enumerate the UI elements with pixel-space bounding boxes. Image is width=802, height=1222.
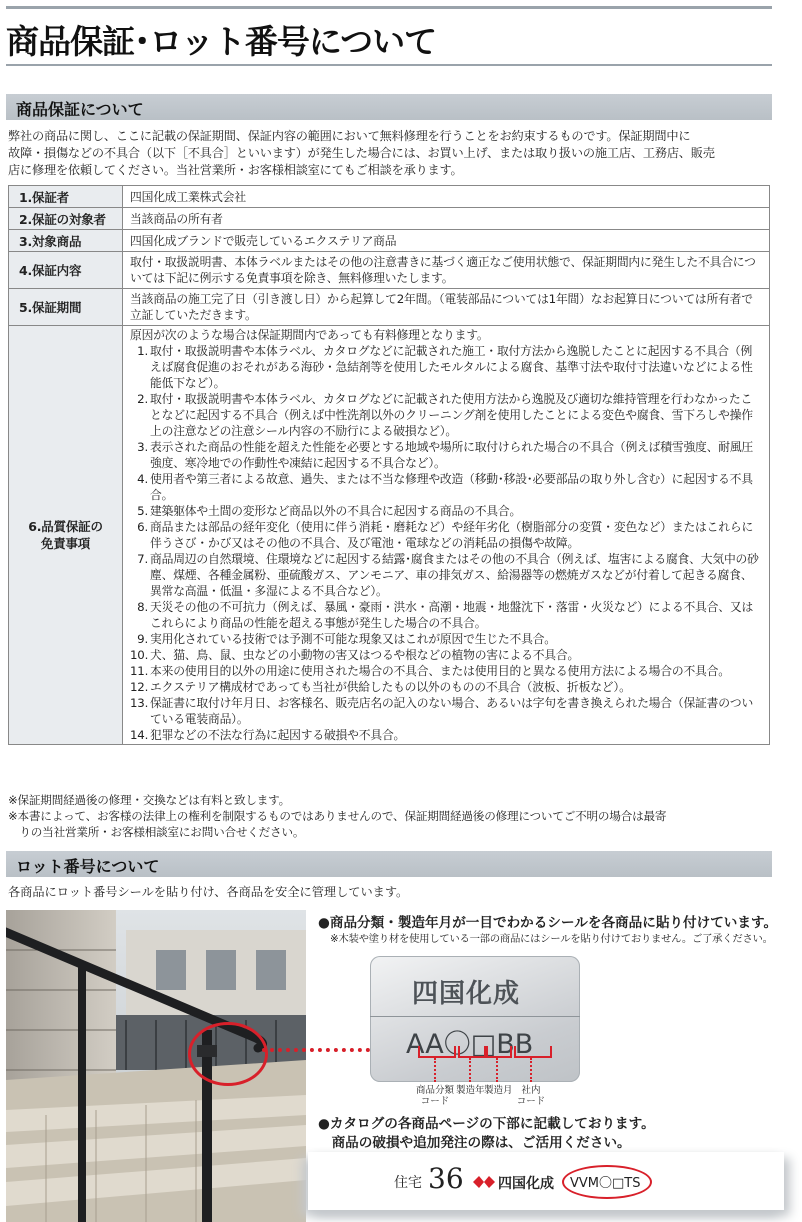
label-part-line: 社内 xyxy=(521,1085,541,1096)
footer-page-number: 36 xyxy=(428,1162,464,1195)
exemption-item-text: 使用者や第三者による故意、過失、または不当な修理や改造（移動･移設･必要部品の取り外し含む）に起因する不具合。 xyxy=(150,472,753,502)
section-heading-warranty: 商品保証について xyxy=(16,100,144,119)
row-value: 当該商品の所有者 xyxy=(123,208,770,230)
catalog-footer-sample xyxy=(308,1152,784,1210)
leader-line xyxy=(434,1058,436,1082)
exemption-item-number: 4. xyxy=(137,472,148,486)
section-heading-lot: ロット番号について xyxy=(16,857,160,876)
exemption-item-text: 天災その他の不可抗力（例えば、暴風・豪雨・洪水・高潮・地震・地盤沈下・落雷・火災など）による不具合、又はこれらにより商品の性能を超える事態が発生した場合の不具合。 xyxy=(150,600,754,630)
lot-code: AA〇□BB xyxy=(406,1029,534,1060)
exemption-item xyxy=(130,471,763,503)
row-value: 当該商品の施工完了日（引き渡し日）から起算して2年間。（電装部品については1年間）なお起算日については所有者で立証していただきます。 xyxy=(123,289,770,326)
exemption-item xyxy=(130,631,763,647)
brand-logo: 四国化成 xyxy=(412,979,521,1009)
exemption-item-text: エクステリア構成材であっても当社が供給したもの以外のものの不具合（波板、折板など）。 xyxy=(150,680,631,694)
leader-line xyxy=(530,1058,532,1082)
leader-line xyxy=(496,1058,498,1082)
label-divider xyxy=(370,1016,580,1017)
exemption-item xyxy=(130,599,763,631)
exemption-item xyxy=(130,695,763,727)
exemption-item-number: 9. xyxy=(137,632,148,646)
footer-brand: 四国化成 xyxy=(498,1176,554,1192)
intro-line: 故障・損傷などの不具合（以下［不具合］といいます）が発生した場合には、お買い上げ、または取り扱いの施工店、工務店、販売 xyxy=(8,146,715,160)
lot-bullet-2-line: ●カタログの各商品ページの下部に記載しております。 xyxy=(318,1116,655,1132)
label-part-line: 商品分類 xyxy=(415,1085,454,1096)
row-key xyxy=(9,326,123,745)
exemption-item-number: 3. xyxy=(137,440,148,454)
table-row xyxy=(9,208,770,230)
footer-category: 住宅 xyxy=(394,1175,422,1191)
lot-bullet-1: ●商品分類・製造年月が一目でわかるシールを各商品に貼り付けています。 xyxy=(318,915,778,931)
title-rule xyxy=(6,64,772,66)
section-bar-lot xyxy=(6,851,772,877)
exemption-item-text: 犯罪などの不法な行為に起因する破損や不具合。 xyxy=(150,728,406,742)
bracket-product-class xyxy=(418,1046,456,1058)
exemption-item xyxy=(130,679,763,695)
exemption-item-number: 6. xyxy=(137,520,148,534)
lot-description: 各商品にロット番号シールを貼り付け、各商品を安全に管理しています。 xyxy=(8,885,409,899)
row-value: 四国化成工業株式会社 xyxy=(123,186,770,208)
exemption-item-text: 実用化されている技術では予測不可能な現象又はこれが原因で生じた不具合。 xyxy=(150,632,556,646)
exemption-item xyxy=(130,663,763,679)
exemption-item-number: 12. xyxy=(130,680,149,694)
exemption-item xyxy=(130,551,763,599)
bracket-year xyxy=(458,1046,486,1058)
label-part-line: コード xyxy=(516,1096,546,1107)
bracket-internal xyxy=(514,1046,552,1058)
exemption-item-number: 1. xyxy=(137,344,148,358)
table-row-exemptions xyxy=(9,326,770,745)
exemption-item xyxy=(130,727,763,743)
row-key: 1.保証者 xyxy=(9,186,123,208)
exemption-item-text: 建築躯体や土間の変形など商品以外の不具合に起因する商品の不具合。 xyxy=(150,504,522,518)
exemption-item xyxy=(130,647,763,663)
note-line: りの当社営業所・お客様相談室にお問い合せください。 xyxy=(8,825,305,839)
exemption-list xyxy=(123,326,770,745)
exemption-item xyxy=(130,503,763,519)
table-row xyxy=(9,186,770,208)
exemption-item-text: 保証書に取付け年月日、お客様名、販売店名の記入のない場合、あるいは字句を書き換えられた場合（保証書のついている電装商品）。 xyxy=(150,696,754,726)
bracket-month xyxy=(486,1046,512,1058)
label-part-line: 製造月 xyxy=(484,1085,513,1096)
label-part xyxy=(456,1085,484,1096)
exemption-item-text: 商品または部品の経年変化（使用に伴う消耗・磨耗など）や経年劣化（樹脂部分の変質・変色など）またはこれらに伴うさび・かび又はその他の不具合、及び電池・電球などの消耗品の損傷や故障。 xyxy=(150,520,754,550)
row-key: 5.保証期間 xyxy=(9,289,123,326)
exemption-item-number: 8. xyxy=(137,600,148,614)
note-line: ※保証期間経過後の修理・交換などは有料と致します。 xyxy=(8,793,291,807)
table-row xyxy=(9,289,770,326)
page-title: 商品保証･ロット番号について xyxy=(6,22,437,61)
exemption-item-number: 10. xyxy=(130,648,149,662)
top-rule xyxy=(6,6,772,9)
brand-mark-icon xyxy=(473,1176,495,1188)
label-part xyxy=(415,1085,455,1107)
row-key: 4.保証内容 xyxy=(9,252,123,289)
warranty-intro xyxy=(8,128,774,179)
highlight-circle xyxy=(188,1022,268,1086)
exemption-item-number: 14. xyxy=(130,728,149,742)
table-row xyxy=(9,230,770,252)
exemption-item-text: 犬、猫、鳥、鼠、虫などの小動物の害又はつるや根などの植物の害による不具合。 xyxy=(150,648,580,662)
footer-highlight-oval xyxy=(562,1165,652,1199)
exemption-item-text: 取付・取扱説明書や本体ラベル、カタログなどに記載された施工・取付方法から逸脱したことに起因する不具合（例えば腐食促進のおそれがある海砂・急結剤等を使用したモルタルによる腐食、基準寸法や取付寸法違いなどによる性能低下など）。 xyxy=(150,344,753,390)
note-line: ※本書によって、お客様の法律上の権利を制限するものではありませんので、保証期間経過後の修理についてご不明の場合は最寄 xyxy=(8,809,667,823)
exemption-key-line: 6.品質保証の xyxy=(28,519,103,534)
label-part-line: コード xyxy=(420,1096,450,1107)
exemption-item-number: 7. xyxy=(137,552,148,566)
exemption-item-text: 表示された商品の性能を超えた性能を必要とする地域や場所に取付けられた場合の不具合（例えば積雪強度、耐風圧強度、寒冷地での作動性や凍結に起因する不具合など）。 xyxy=(150,440,754,470)
exemption-item-number: 2. xyxy=(137,392,148,406)
warranty-table xyxy=(8,185,770,745)
exemption-item xyxy=(130,343,763,391)
exemption-lead: 原因が次のような場合は保証期間内であっても有料修理となります。 xyxy=(130,328,489,342)
exemption-item xyxy=(130,391,763,439)
intro-line: 店に修理を依頼してください。当社営業所・お客様相談室にてもご相談を承ります。 xyxy=(8,163,463,177)
label-part-line: 製造年 xyxy=(456,1085,485,1096)
exemption-item xyxy=(130,519,763,551)
exemption-key-line: 免責事項 xyxy=(40,536,91,551)
row-value: 取付・取扱説明書、本体ラベルまたはその他の注意書きに基づく適正なご使用状態で、保証期間内に発生した不具合については下記に例示する免責事項を除き、無料修理いたします。 xyxy=(123,252,770,289)
exemption-item-number: 13. xyxy=(130,696,149,710)
lot-bullet-2 xyxy=(318,1115,655,1153)
dotted-leader xyxy=(262,1048,370,1052)
row-value: 四国化成ブランドで販売しているエクステリア商品 xyxy=(123,230,770,252)
exemption-item-number: 11. xyxy=(130,664,149,678)
leader-line xyxy=(469,1058,471,1082)
section-bar-warranty xyxy=(6,94,772,120)
footer-lot-code: VVM〇□TS xyxy=(570,1176,641,1191)
exemption-item-text: 商品周辺の自然環境、住環境などに起因する結露･腐食またはその他の不具合（例えば、塩害による腐食、大気中の砂塵、煤煙、各種金属粉、亜硫酸ガス、アンモニア、車の排気ガス、給湯器等の燃焼ガスなどが付着して起きる腐食、異常な高温・低温・多湿による不具合など）。 xyxy=(150,552,759,598)
exemption-item-text: 本来の使用目的以外の用途に使用された場合の不具合、または使用目的と異なる使用方法による場合の不具合。 xyxy=(150,664,730,678)
row-key: 3.対象商品 xyxy=(9,230,123,252)
exemption-item-number: 5. xyxy=(137,504,148,518)
exemption-item-text: 取付・取扱説明書や本体ラベル、カタログなどに記載された使用方法から逸脱及び適切な維持管理を行わなかったことなどに起因する不具合（例えば中性洗剤以外のクリーニング剤を使用したことによる変色や腐食、雪下ろしや操作上の注意などの注意シール内容の不励行による破損など）。 xyxy=(150,392,753,438)
exemption-item xyxy=(130,439,763,471)
label-part xyxy=(484,1085,512,1096)
label-part xyxy=(514,1085,548,1107)
lot-label-sticker xyxy=(370,956,580,1082)
lot-bullet-2-line: 商品の破損や追加発注の際は、ご活用ください。 xyxy=(318,1135,631,1151)
warranty-notes xyxy=(8,792,774,840)
table-row xyxy=(9,252,770,289)
lot-bullet-1-note: ※木装や塗り材を使用している一部の商品にはシールを貼り付けておりません。ご了承ください。 xyxy=(330,933,773,945)
row-key: 2.保証の対象者 xyxy=(9,208,123,230)
intro-line: 弊社の商品に関し、ここに記載の保証期間、保証内容の範囲において無料修理を行うことをお約束するものです。保証期間中に xyxy=(8,129,691,143)
